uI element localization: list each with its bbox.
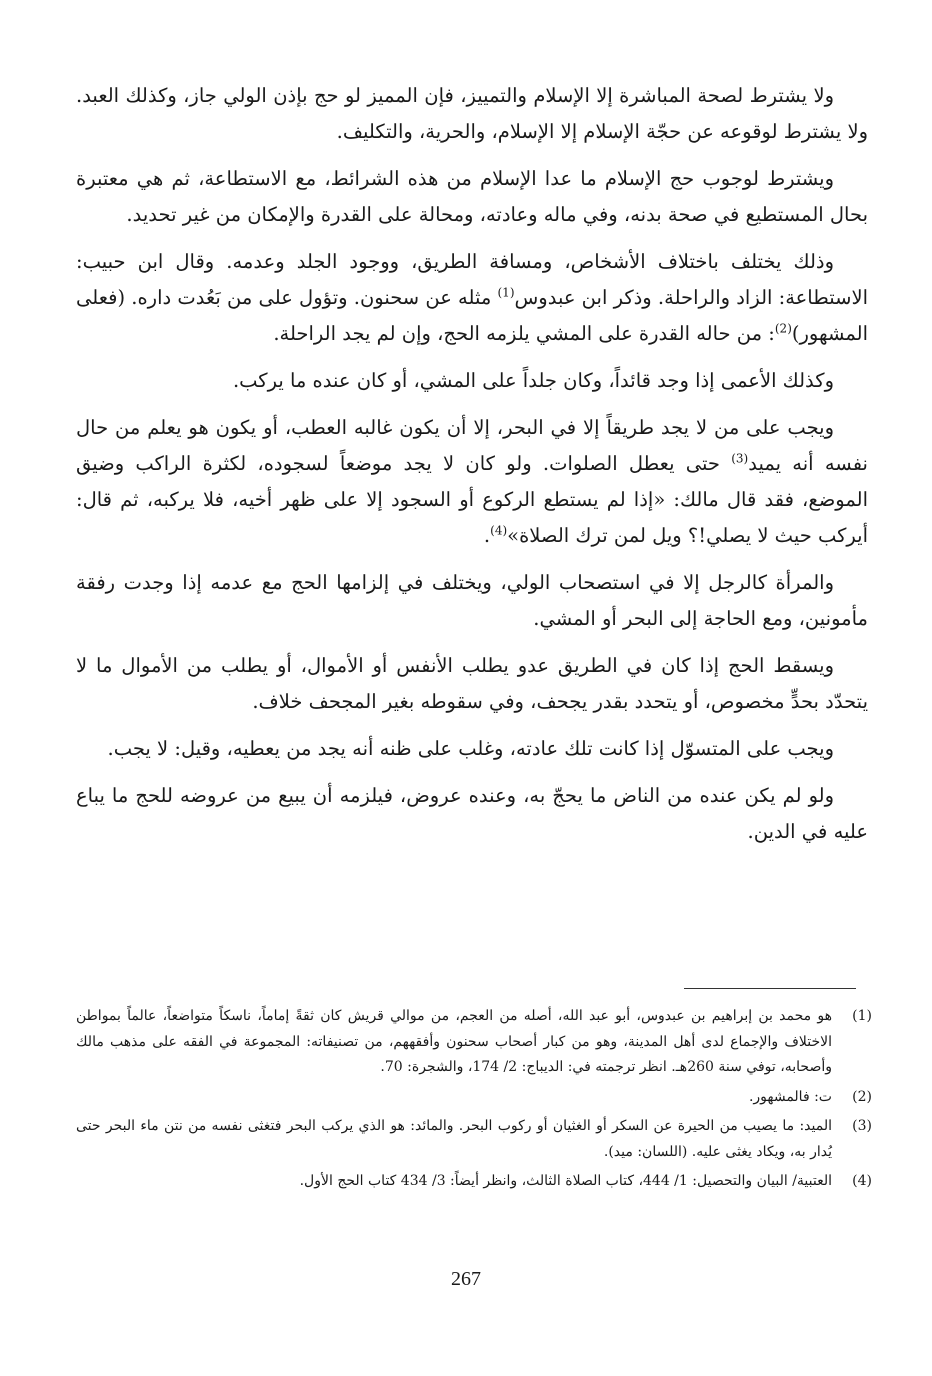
footnote-divider: [684, 988, 856, 989]
paragraph-9: ولو لم يكن عنده من الناض ما يحجّ به، وعنده عروض، فيلزمه أن يبيع من عروضه للحج ما يباع عليه في الدين.: [76, 784, 868, 843]
paragraph-4: وكذلك الأعمى إذا وجد قائداً، وكان جلداً على المشي، أو كان عنده ما يركب.: [232, 369, 834, 392]
paragraph-6: والمرأة كالرجل إلا في استصحاب الولي، ويختلف في إلزامها الحج مع عدمه إذا وجدت رفقة مأمونين، ومع الحاجة إلى البحر أو المشي.: [76, 571, 868, 630]
footnote-number: (1): [852, 1008, 872, 1024]
paragraph-5-part-c: .: [483, 524, 491, 547]
footnote-number: (2): [852, 1088, 872, 1105]
paragraph-5: [76, 410, 868, 554]
paragraph-3-part-a: وذلك يختلف باختلاف الأشخاص، ومسافة الطريق، ووجود الجلد وعدمه. وقال ابن حبيب: الاستطاعة: الزاد والراحلة. وذكر ابن عبدوس: [76, 250, 869, 309]
footnotes: [76, 1004, 872, 1199]
footnote-text: العتبية/ البيان والتحصيل: 1/ 444، كتاب الصلاة الثالث، وانظر أيضاً: 3/ 434 كتاب الحج الأول.: [299, 1173, 832, 1189]
paragraph-3-part-b: مثله عن سحنون. وتؤول على من بَعُدت داره. (فعلى المشهور): [76, 286, 868, 345]
paragraph-7: ويسقط الحج إذا كان في الطريق عدو يطلب الأنفس أو الأموال، أو يطلب من الأموال ما لا يتحدّد بحدٍّ مخصوص، أو يتحدد بقدر يجحف، وفي سقوطه بغير المجحف خلاف.: [76, 654, 868, 713]
footnote-text: الميد: ما يصيب من الحيرة عن السكر أو الغثيان أو ركوب البحر. والمائد: هو الذي يركب البحر فتغثى نفسه من نتن ماء البحر حتى يُدار به، ويكاد يغثى عليه. (اللسان: ميد).: [76, 1118, 832, 1160]
footnote-3: [76, 1114, 872, 1165]
footnote-ref-3[interactable]: (3): [731, 451, 749, 466]
page-number: 267: [451, 1268, 481, 1290]
footnote-number: (3): [852, 1118, 872, 1134]
paragraph-3: [76, 244, 868, 352]
paragraph-5-part-b: حتى يعطل الصلوات. ولو كان لا يجد موضعاً لسجوده، لكثرة الراكب وضيق الموضع، فقد قال مالك: «إذا لم يستطع الركوع أو السجود إلا على ظهر أخيه، فلا يركبه، ثم قال: أيركب حيث لا يصلي!؟ ويل لمن ترك الصلاة»: [76, 452, 868, 547]
footnote-text: ت: فالمشهور.: [748, 1088, 832, 1105]
footnote-4: [76, 1169, 872, 1195]
footnote-ref-4[interactable]: (4): [490, 523, 508, 538]
main-text: [76, 78, 868, 861]
paragraph-2: ويشترط لوجوب حج الإسلام ما عدا الإسلام من هذه الشرائط، مع الاستطاعة، ثم هي معتبرة بحال المستطيع في صحة بدنه، وفي ماله وعادته، ومحالة على القدرة والإمكان من غير تحديد.: [76, 167, 868, 226]
paragraph-3-part-c: : من حاله القدرة على المشي يلزمه الحج، وإن لم يجد الراحلة.: [273, 322, 775, 345]
footnote-ref-1[interactable]: (1): [497, 285, 515, 300]
footnote-1: [76, 1004, 872, 1081]
footnote-text: هو محمد بن إبراهيم بن عبدوس، أبو عبد الله، أصله من العجم، من موالي قريش كان ثقةً إماماً، ناسكاً متواضعاً، عالماً بمواطن الاختلاف والإجماع لدى أهل المدينة، وهو من كبار أصحاب سحنون وأفقههم، من تصنيفاته: المجموعة في الفقه على مذهب مالك وأصحابه، توفي سنة 260هـ. انظر ترجمته في: الديباج: 2/ 174، والشجرة: 70.: [76, 1008, 832, 1075]
paragraph-8: ويجب على المتسوّل إذا كانت تلك عادته، وغلب على ظنه أنه يجد من يعطيه، وقيل: لا يجب.: [107, 737, 834, 760]
paragraph-5-part-a: ويجب على من لا يجد طريقاً إلا في البحر، إلا أن يكون غالبه العطب، أو يكون هو يعلم من حال نفسه أنه يميد: [76, 416, 868, 475]
paragraph-1: ولا يشترط لصحة المباشرة إلا الإسلام والتمييز، فإن المميز لو حج بإذن الولي جاز، وكذلك العبد. ولا يشترط لوقوعه عن حجّة الإسلام إلا الإسلام، والحرية، والتكليف.: [76, 84, 868, 143]
footnote-2: [76, 1085, 872, 1111]
footnote-ref-2[interactable]: (2): [774, 321, 792, 336]
footnote-number: (4): [852, 1173, 872, 1189]
